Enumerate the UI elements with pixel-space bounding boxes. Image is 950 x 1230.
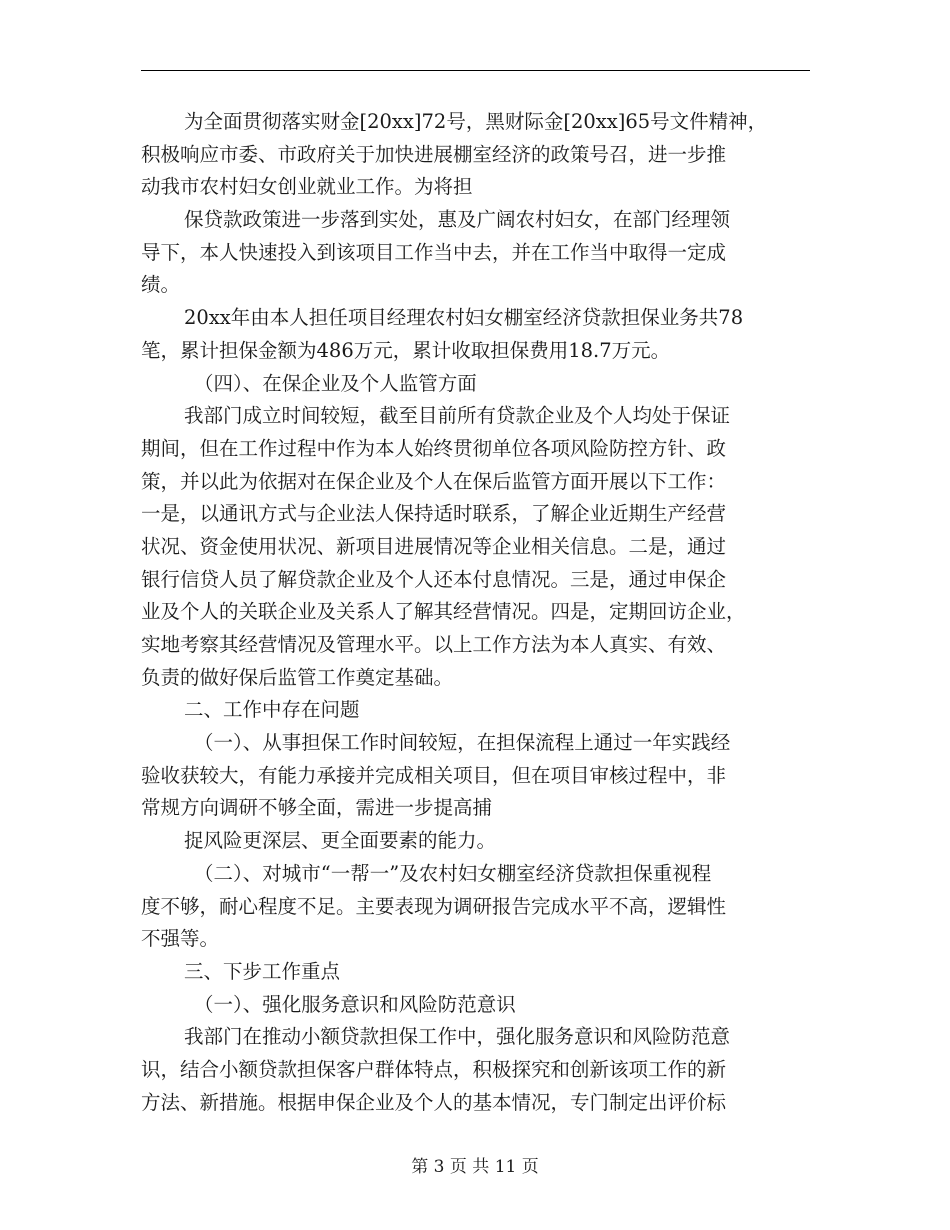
text-line: 期间，但在工作过程中作为本人始终贯彻单位各项风险防控方针、政: [141, 436, 727, 460]
text-line: 保贷款政策进一步落到实处，惠及广阔农村妇女，在部门经理领: [184, 208, 731, 232]
text-line: 捉风险更深层、更全面要素的能力。: [184, 829, 497, 853]
text-line: 策，并以此为依据对在保企业及个人在保后监管方面开展以下工作：: [141, 469, 727, 493]
text-line: 积极响应市委、市政府关于加快进展棚室经济的政策号召，进一步推: [141, 142, 727, 166]
text-line: 我部门成立时间较短，截至目前所有贷款企业及个人均处于保证: [184, 404, 731, 428]
section-heading: （四）、在保企业及个人监管方面: [194, 371, 477, 395]
text-line: （二）、对城市“一帮一”及农村妇女棚室经济贷款担保重视程: [194, 861, 712, 885]
section-heading: （一）、强化服务意识和风险防范意识: [194, 992, 516, 1016]
section-heading: 三、下步工作重点: [184, 959, 341, 983]
text-line: 动我市农村妇女创业就业工作。为将担: [141, 175, 473, 199]
header-rule: [141, 70, 810, 71]
text-line: 导下，本人快速投入到该项目工作当中去，并在工作当中取得一定成: [141, 240, 727, 264]
text-line: （一）、从事担保工作时间较短，在担保流程上通过一年实践经: [194, 731, 731, 755]
text-line: 一是，以通讯方式与企业法人保持适时联系，了解企业近期生产经营: [141, 502, 727, 526]
text-line: 我部门在推动小额贷款担保工作中，强化服务意识和风险防范意: [184, 1025, 731, 1049]
body-text: [141, 106, 821, 1119]
text-line: 业及个人的关联企业及关系人了解其经营情况。四是，定期回访企业，: [141, 600, 746, 624]
text-line: 状况、资金使用状况、新项目进展情况等企业相关信息。二是，通过: [141, 534, 727, 558]
text-line: 度不够，耐心程度不足。主要表现为调研报告完成水平不高，逻辑性: [141, 894, 727, 918]
page-footer: 第 3 页 共 11 页: [411, 1157, 539, 1177]
text-line: 识，结合小额贷款担保客户群体特点，积极探究和创新该项工作的新: [141, 1057, 727, 1081]
text-line: 验收获较大，有能力承接并完成相关项目，但在项目审核过程中，非: [141, 763, 727, 787]
text-line: 为全面贯彻落实财金[20xx]72号，黑财际金[20xx]65号文件精神，: [184, 110, 768, 133]
text-line: 不强等。: [141, 927, 220, 951]
section-heading: 二、工作中存在问题: [184, 698, 360, 722]
text-line: 笔，累计担保金额为486万元，累计收取担保费用18.7万元。: [141, 338, 671, 362]
text-line: 方法、新措施。根据申保企业及个人的基本情况，专门制定出评价标: [141, 1090, 727, 1114]
text-line: 绩。: [141, 273, 181, 297]
text-line: 常规方向调研不够全面，需进一步提高捕: [141, 796, 493, 820]
text-line: 负责的做好保后监管工作奠定基础。: [141, 665, 454, 689]
text-line: 实地考察其经营情况及管理水平。以上工作方法为本人真实、有效、: [141, 633, 727, 656]
text-line: 20xx年由本人担任项目经理农村妇女棚室经济贷款担保业务共78: [184, 306, 744, 330]
text-line: 银行信贷人员了解贷款企业及个人还本付息情况。三是，通过申保企: [141, 567, 727, 591]
